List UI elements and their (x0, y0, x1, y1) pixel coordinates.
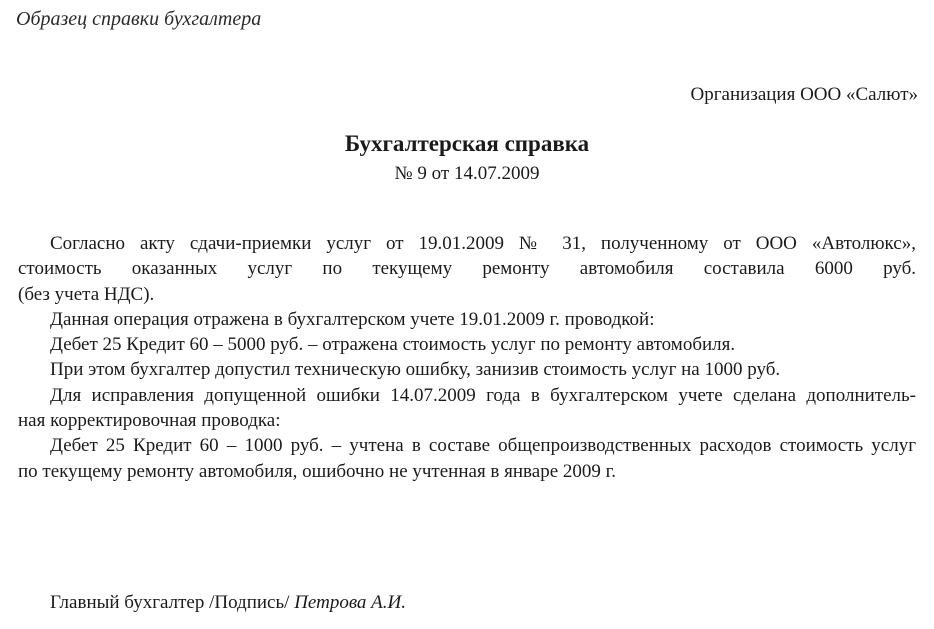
document-title: Бухгалтерская справка (344, 131, 590, 156)
paragraph-correction (18, 383, 916, 434)
paragraph-act-line-2: стоимость оказанных услуг по текущему ремонту автомобиля составила 6000 руб. (18, 258, 916, 280)
paragraph-entry-5000: Дебет 25 Кредит 60 – 5000 руб. – отражена стоимость услуг по ремонту автомобиля. (50, 334, 736, 356)
document-body (18, 231, 916, 484)
document-number-date: № 9 от 14.07.2009 (394, 163, 540, 184)
paragraph-error: При этом бухгалтер допустил техническую ошибку, занизив стоимость услуг на 1000 руб. (50, 359, 781, 381)
paragraph-entry-1000-line-1: Дебет 25 Кредит 60 – 1000 руб. – учтена в составе общепроизводственных расходов стоимость услуг (50, 435, 916, 457)
paragraph-act-line-3: (без учета НДС). (18, 283, 155, 305)
document-caption: Образец справки бухгалтера (16, 8, 262, 30)
signature-name: Петрова А.И. (294, 592, 407, 613)
paragraph-entry-1000-line-2: по текущему ремонту автомобиля, ошибочно не учтенная в январе 2009 г. (18, 460, 617, 482)
paragraph-entry-1000 (18, 433, 916, 484)
paragraph-correction-line-2: ная корректировочная проводка: (18, 410, 281, 432)
signature-line (50, 592, 406, 614)
paragraph-correction-line-1: Для исправления допущенной ошибки 14.07.2009 года в бухгалтерском учете сделана дополнитель- (50, 384, 916, 406)
paragraph-act-line-1: Согласно акту сдачи-приемки услуг от 19.01.2009 № 31, полученному от ООО «Автолюкс», (50, 233, 916, 254)
organization-name: Организация ООО «Салют» (690, 84, 918, 105)
signature-position: Главный бухгалтер /Подпись/ (50, 592, 295, 613)
paragraph-posting: Данная операция отражена в бухгалтерском учете 19.01.2009 г. проводкой: (50, 308, 655, 330)
paragraph-act (18, 231, 916, 307)
